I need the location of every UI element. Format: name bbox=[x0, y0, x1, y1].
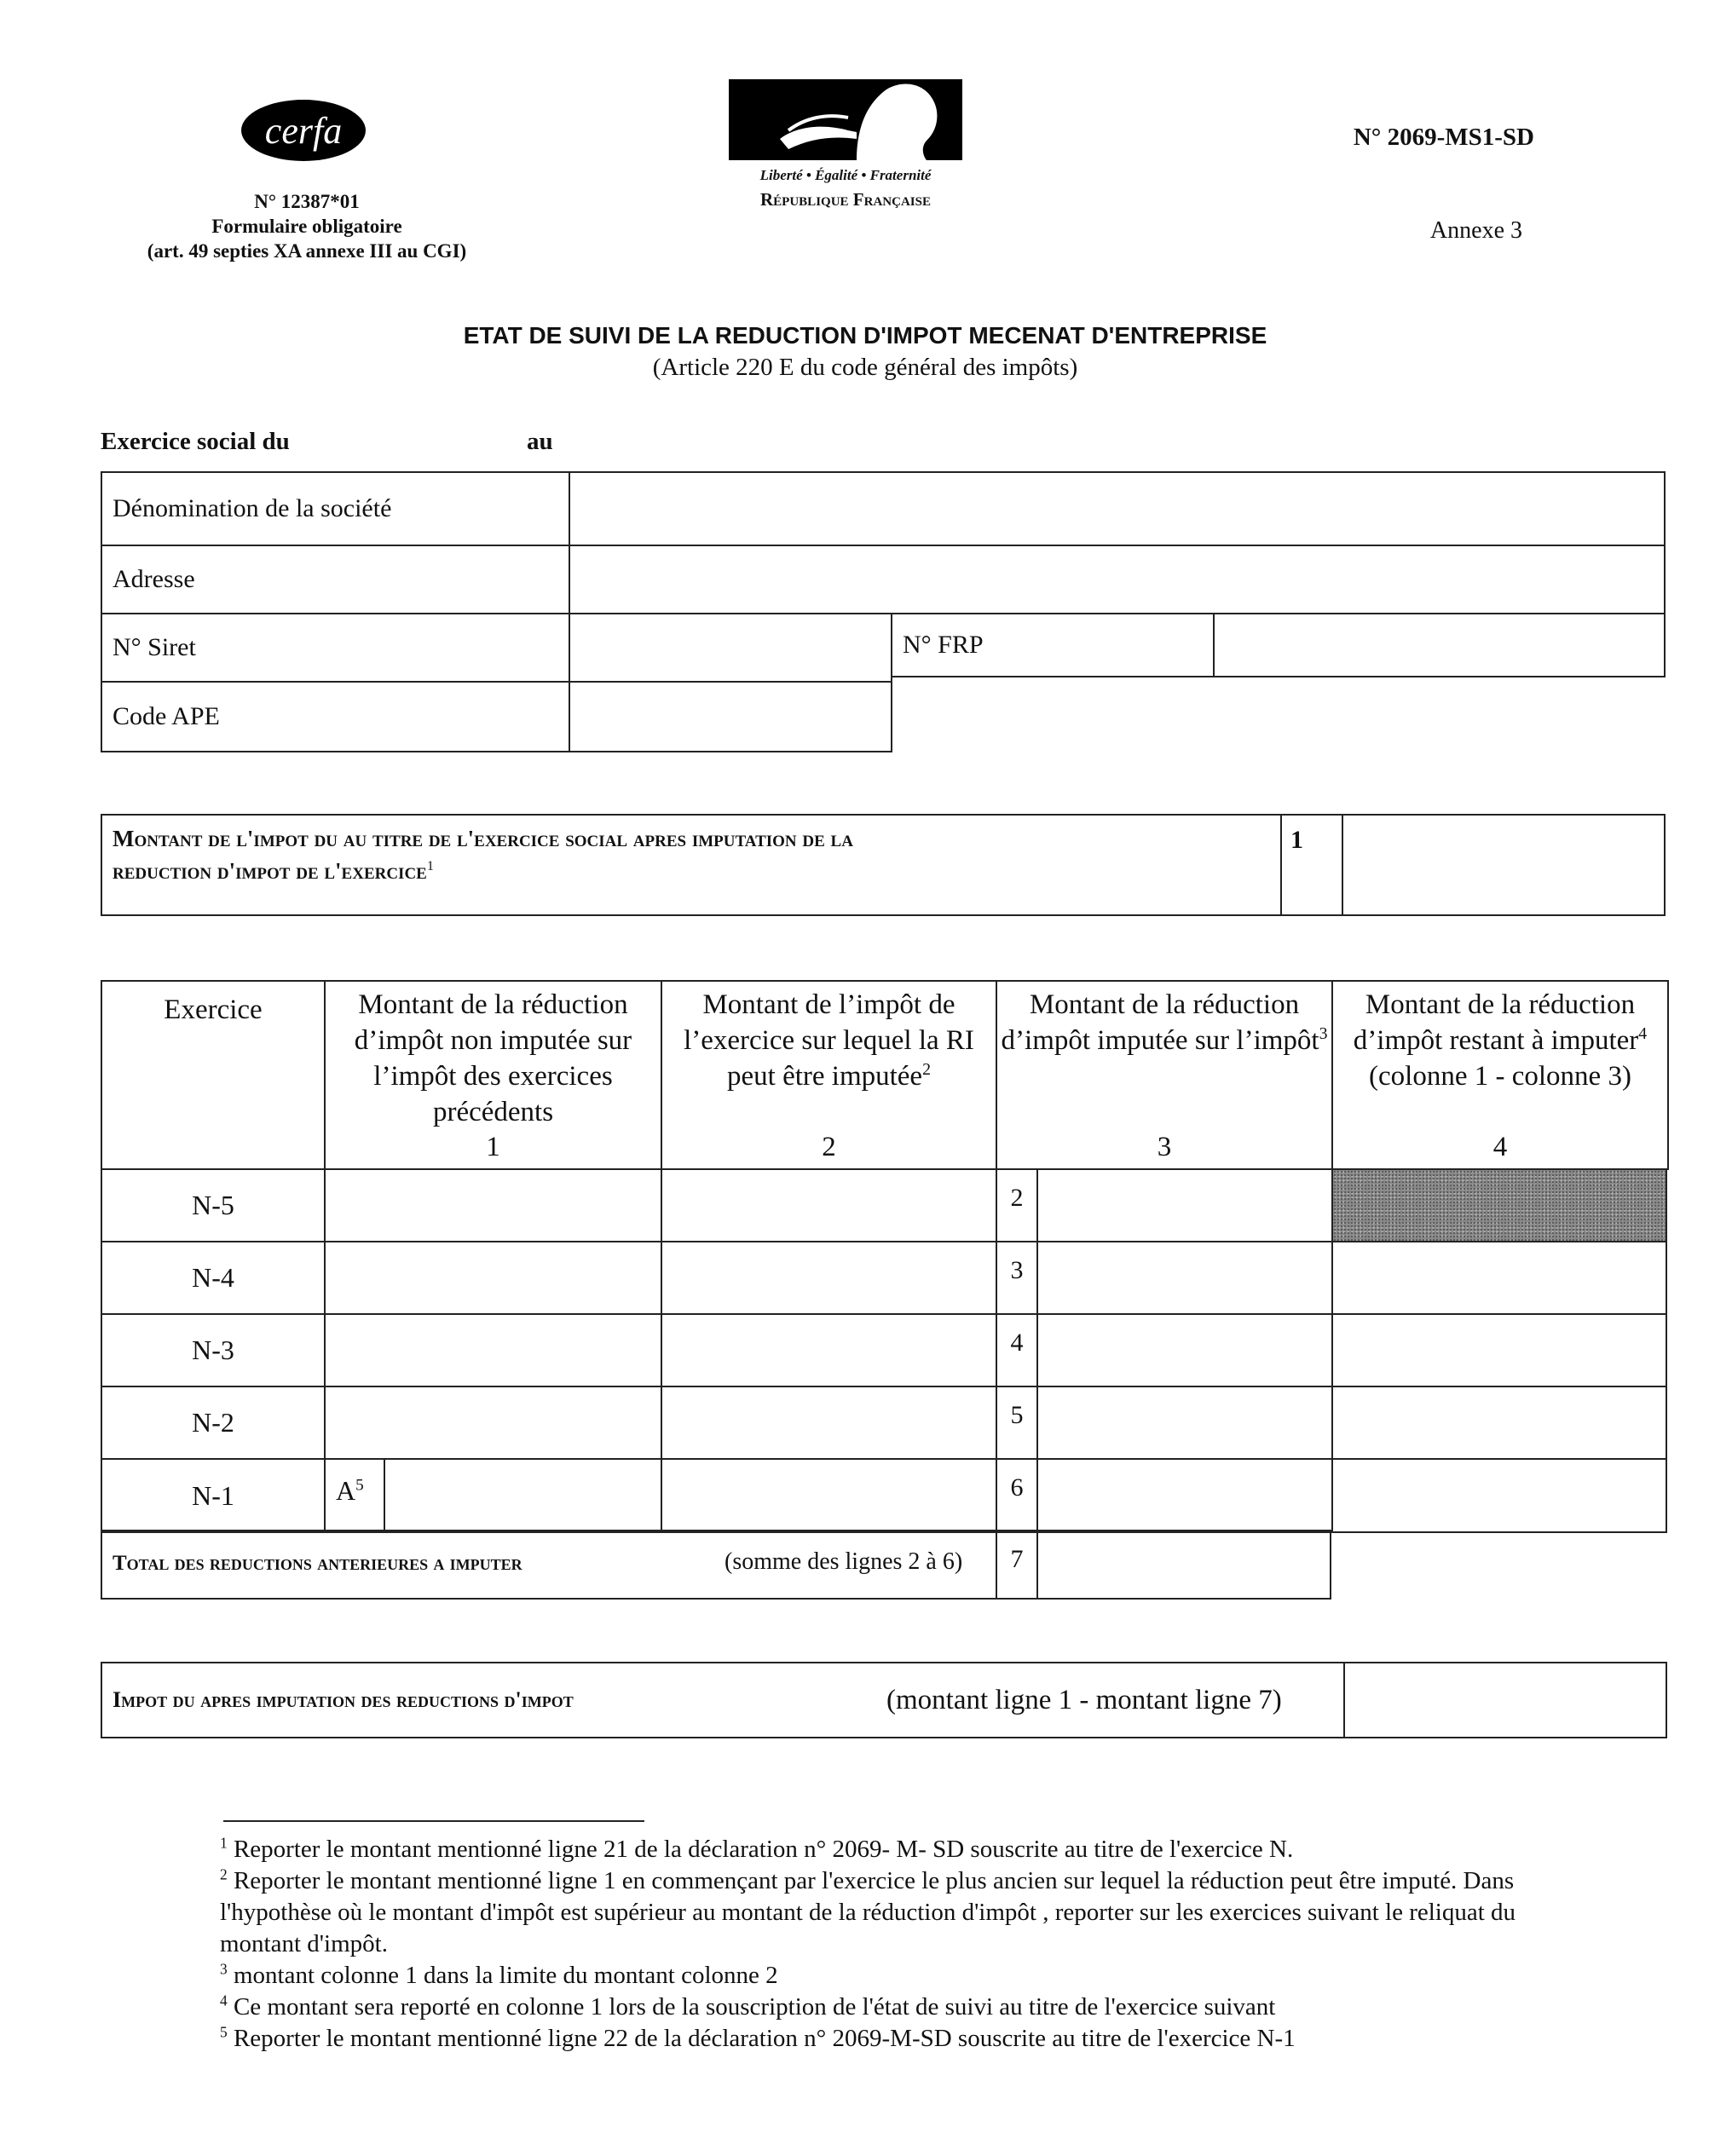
line-number-5 bbox=[996, 1386, 1038, 1460]
col3-field-N-4[interactable] bbox=[1036, 1241, 1333, 1315]
col2-field-N-2[interactable] bbox=[661, 1386, 997, 1460]
line-number-6 bbox=[996, 1458, 1038, 1533]
footnote-text: montant colonne 1 dans la limite du montant colonne 2 bbox=[227, 1962, 778, 1989]
line-number-3 bbox=[996, 1241, 1038, 1315]
col1-field-N-3[interactable] bbox=[324, 1313, 662, 1387]
exercise-label: Exercice social du bbox=[101, 428, 290, 455]
col1-field-N-5[interactable] bbox=[324, 1168, 662, 1242]
ape-field[interactable] bbox=[569, 681, 892, 752]
column-header-text: Montant de la réduction d’impôt restant à imputer$^4$ bbox=[1353, 989, 1648, 1056]
footnote-number: 4 bbox=[220, 1992, 228, 2009]
col1-field-N-2[interactable] bbox=[324, 1386, 662, 1460]
row-label-N-2 bbox=[101, 1386, 326, 1460]
column-header-5 bbox=[1331, 980, 1669, 1170]
marker-a-cell bbox=[324, 1458, 385, 1533]
col3-field-N-1[interactable] bbox=[1036, 1458, 1333, 1533]
footnote-text: Reporter le montant mentionné ligne 21 de la déclaration n° 2069- M- SD souscrite au titre de l'exercice N. bbox=[227, 1836, 1294, 1863]
col2-field-N-5[interactable] bbox=[661, 1168, 997, 1242]
line-number-text: 6 bbox=[1010, 1473, 1024, 1502]
siret-text: N° Siret bbox=[113, 633, 196, 661]
footnote-ref-5: 5 bbox=[355, 1476, 364, 1495]
column-header-text: Exercice bbox=[164, 994, 263, 1025]
frp-text: N° FRP bbox=[903, 631, 984, 659]
total-label-cell bbox=[101, 1530, 997, 1600]
cerfa-number: N° 12387*01 bbox=[254, 191, 360, 212]
column-header-text: Montant de l’impôt de l’exercice sur lequel la RI peut être imputée$^2$ bbox=[684, 989, 974, 1092]
footnote-ref-1: 1 bbox=[426, 858, 434, 873]
line-number-text: 5 bbox=[1010, 1401, 1024, 1429]
row-label-text: N-2 bbox=[192, 1407, 234, 1438]
row-label-N-1 bbox=[101, 1458, 326, 1533]
footnote-text: Reporter le montant mentionné ligne 1 en commençant par l'exercice le plus ancien sur lequel la réduction peut être imputé. Dans l'hypothèse où le montant d'impôt est supérieur au montant de la réduction d'impôt , reporter sur les exercices suivant le reliquat du montant d'impôt. bbox=[220, 1867, 1516, 1957]
annex-label: Annexe 3 bbox=[1429, 217, 1522, 244]
row-label-N-3 bbox=[101, 1313, 326, 1387]
total-label: Total des reductions anterieures a imputer bbox=[113, 1552, 522, 1575]
row-label-text: N-1 bbox=[192, 1479, 234, 1511]
col3-field-N-3[interactable] bbox=[1036, 1313, 1333, 1387]
col3-field-N-5[interactable] bbox=[1036, 1168, 1333, 1242]
denomination-label bbox=[101, 471, 570, 546]
line-number-text: 3 bbox=[1010, 1256, 1024, 1284]
page-title: ETAT DE SUIVI DE LA REDUCTION D'IMPOT MECENAT D'ENTREPRISE bbox=[463, 322, 1267, 349]
footnote-2 bbox=[220, 1865, 1550, 1960]
cerfa-info bbox=[102, 189, 511, 263]
column-header-text: Montant de la réduction d’impôt non imputée sur l’impôt des exercices précédents bbox=[354, 989, 632, 1127]
column-number: 1 bbox=[486, 1132, 500, 1162]
footnote-number: 3 bbox=[220, 1960, 228, 1978]
column-number: 2 bbox=[822, 1132, 836, 1162]
siret-field[interactable] bbox=[569, 613, 892, 683]
line-number-7 bbox=[996, 1530, 1038, 1600]
column-header-4 bbox=[996, 980, 1333, 1170]
col3-field-N-2[interactable] bbox=[1036, 1386, 1333, 1460]
footnote-text: Reporter le montant mentionné ligne 22 de la déclaration n° 2069-M-SD souscrite au titre de l'exercice N-1 bbox=[227, 2025, 1296, 2052]
col4-field-N-4[interactable] bbox=[1331, 1241, 1667, 1315]
footnote-4 bbox=[220, 1992, 1550, 2023]
address-text: Adresse bbox=[113, 565, 195, 593]
denomination-field[interactable] bbox=[569, 471, 1666, 546]
row-label-N-5 bbox=[101, 1168, 326, 1242]
frp-label bbox=[891, 613, 1215, 677]
exercise-to-label: au bbox=[527, 428, 553, 455]
col2-field-N-1[interactable] bbox=[661, 1458, 997, 1533]
column-number: 4 bbox=[1492, 1132, 1508, 1162]
column-header-1 bbox=[101, 980, 326, 1170]
footnote-3 bbox=[220, 1960, 1550, 1992]
total-hint: (somme des lignes 2 à 6) bbox=[725, 1548, 963, 1575]
col4-field-N-1[interactable] bbox=[1331, 1458, 1667, 1533]
footnote-5 bbox=[220, 2023, 1550, 2055]
col1-field-N-4[interactable] bbox=[324, 1241, 662, 1315]
final-label: Impot du apres imputation des reductions d'impot bbox=[113, 1687, 574, 1712]
ape-label bbox=[101, 681, 570, 752]
footnote-ref-3: 3 bbox=[1319, 1024, 1328, 1043]
legal-reference: (art. 49 septies XA annexe III au CGI) bbox=[147, 240, 467, 262]
footnotes bbox=[220, 1834, 1550, 2055]
footnote-number: 1 bbox=[220, 1834, 228, 1852]
column-header-text: Montant de la réduction d’impôt imputée sur l’impôt$^3$ bbox=[1001, 989, 1328, 1056]
page-subtitle: (Article 220 E du code général des impôts) bbox=[652, 354, 1078, 381]
col2-field-N-3[interactable] bbox=[661, 1313, 997, 1387]
line-number-text: 2 bbox=[1010, 1184, 1024, 1212]
footnote-divider bbox=[223, 1820, 644, 1822]
footnote-text: Ce montant sera reporté en colonne 1 lors de la souscription de l'état de suivi au titre de l'exercice suivant bbox=[227, 1993, 1276, 2021]
address-field[interactable] bbox=[569, 545, 1666, 614]
line-number-text: 4 bbox=[1010, 1329, 1024, 1357]
footnote-number: 5 bbox=[220, 2023, 228, 2041]
rf-motto: Liberté • Égalité • Fraternité bbox=[759, 167, 932, 183]
denomination-text: Dénomination de la société bbox=[113, 494, 392, 522]
row-label-text: N-5 bbox=[192, 1190, 234, 1220]
rf-name: République Française bbox=[760, 189, 931, 210]
footnote-1 bbox=[220, 1834, 1550, 1865]
row-label-N-4 bbox=[101, 1241, 326, 1315]
line-number-2 bbox=[996, 1168, 1038, 1242]
address-label bbox=[101, 545, 570, 614]
final-label-cell bbox=[101, 1662, 1345, 1738]
tax-due-label bbox=[101, 814, 1282, 916]
marker-a: $A^5$ bbox=[336, 1475, 364, 1506]
col4-field-N-3[interactable] bbox=[1331, 1313, 1667, 1387]
line-number-1-text: 1 bbox=[1290, 826, 1303, 854]
col4-shaded-N-5 bbox=[1331, 1168, 1667, 1242]
column-header-2 bbox=[324, 980, 662, 1170]
col1-field-N-1[interactable] bbox=[384, 1458, 662, 1533]
tax-due-field[interactable] bbox=[1342, 814, 1666, 916]
ape-text: Code APE bbox=[113, 702, 220, 730]
row-label-text: N-3 bbox=[192, 1335, 234, 1365]
line-number-1 bbox=[1280, 814, 1343, 916]
tax-due-text-1: Montant de l'impot du au titre de l'exercice social apres imputation de la bbox=[113, 826, 853, 851]
row-label-text: N-4 bbox=[192, 1262, 234, 1293]
col4-field-N-2[interactable] bbox=[1331, 1386, 1667, 1460]
tax-due-text-2: reduction d'impot de l'exercice bbox=[113, 858, 427, 884]
form-number: N° 2069-MS1-SD bbox=[1353, 124, 1534, 151]
footnote-ref-4: 4 bbox=[1638, 1024, 1648, 1043]
cerfa-logo: cerfa bbox=[241, 100, 366, 161]
mandatory-label: Formulaire obligatoire bbox=[211, 216, 402, 237]
siret-label bbox=[101, 613, 570, 683]
column-number: 3 bbox=[1157, 1132, 1172, 1162]
column-header-extra: (colonne 1 - colonne 3) bbox=[1369, 1061, 1631, 1092]
final-formula: (montant ligne 1 - montant ligne 7) bbox=[886, 1684, 1282, 1715]
line-number-7-text: 7 bbox=[1010, 1545, 1024, 1573]
column-header-3 bbox=[661, 980, 997, 1170]
footnote-number: 2 bbox=[220, 1865, 228, 1883]
footnote-ref-2: 2 bbox=[922, 1060, 931, 1079]
marianne-logo bbox=[729, 79, 962, 160]
final-field[interactable] bbox=[1343, 1662, 1667, 1738]
total-field[interactable] bbox=[1036, 1530, 1331, 1600]
line-number-4 bbox=[996, 1313, 1038, 1387]
col2-field-N-4[interactable] bbox=[661, 1241, 997, 1315]
frp-field[interactable] bbox=[1213, 613, 1666, 677]
